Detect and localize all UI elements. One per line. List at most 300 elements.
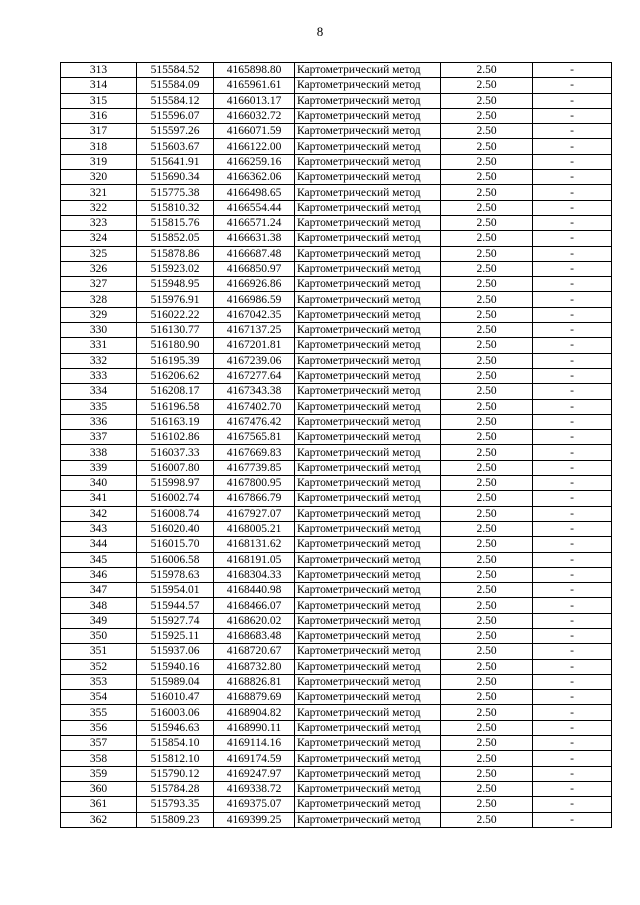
point-number-cell: 346 xyxy=(61,567,137,582)
x-coordinate-cell: 515940.16 xyxy=(137,659,214,674)
method-cell: Картометрический метод xyxy=(295,537,441,552)
y-coordinate-cell: 4168304.33 xyxy=(214,567,295,582)
method-cell: Картометрический метод xyxy=(295,659,441,674)
x-coordinate-cell: 515603.67 xyxy=(137,139,214,154)
note-cell: - xyxy=(533,384,612,399)
point-number-cell: 320 xyxy=(61,170,137,185)
table-row xyxy=(61,430,612,445)
note-cell: - xyxy=(533,720,612,735)
y-coordinate-cell: 4166687.48 xyxy=(214,246,295,261)
x-coordinate-cell: 516015.70 xyxy=(137,537,214,552)
point-number-cell: 317 xyxy=(61,124,137,139)
x-coordinate-cell: 515584.12 xyxy=(137,93,214,108)
x-coordinate-cell: 516010.47 xyxy=(137,690,214,705)
table-row xyxy=(61,353,612,368)
accuracy-cell: 2.50 xyxy=(441,781,533,796)
table-row xyxy=(61,108,612,123)
point-number-cell: 350 xyxy=(61,628,137,643)
accuracy-cell: 2.50 xyxy=(441,491,533,506)
method-cell: Картометрический метод xyxy=(295,231,441,246)
accuracy-cell: 2.50 xyxy=(441,613,533,628)
y-coordinate-cell: 4167565.81 xyxy=(214,430,295,445)
method-cell: Картометрический метод xyxy=(295,567,441,582)
page-number: 8 xyxy=(316,24,324,39)
coordinates-table xyxy=(60,62,612,828)
accuracy-cell: 2.50 xyxy=(441,705,533,720)
x-coordinate-cell: 515923.02 xyxy=(137,261,214,276)
x-coordinate-cell: 516008.74 xyxy=(137,506,214,521)
method-cell: Картометрический метод xyxy=(295,139,441,154)
method-cell: Картометрический метод xyxy=(295,552,441,567)
method-cell: Картометрический метод xyxy=(295,720,441,735)
x-coordinate-cell: 515809.23 xyxy=(137,812,214,827)
y-coordinate-cell: 4169399.25 xyxy=(214,812,295,827)
note-cell: - xyxy=(533,583,612,598)
x-coordinate-cell: 516003.06 xyxy=(137,705,214,720)
method-cell: Картометрический метод xyxy=(295,307,441,322)
y-coordinate-cell: 4167800.95 xyxy=(214,476,295,491)
x-coordinate-cell: 515937.06 xyxy=(137,644,214,659)
table-row xyxy=(61,521,612,536)
x-coordinate-cell: 516007.80 xyxy=(137,460,214,475)
table-row xyxy=(61,78,612,93)
point-number-cell: 315 xyxy=(61,93,137,108)
point-number-cell: 314 xyxy=(61,78,137,93)
method-cell: Картометрический метод xyxy=(295,781,441,796)
table-row xyxy=(61,63,612,78)
table-row xyxy=(61,185,612,200)
note-cell: - xyxy=(533,521,612,536)
point-number-cell: 332 xyxy=(61,353,137,368)
point-number-cell: 358 xyxy=(61,751,137,766)
accuracy-cell: 2.50 xyxy=(441,812,533,827)
table-row xyxy=(61,139,612,154)
y-coordinate-cell: 4166926.86 xyxy=(214,277,295,292)
note-cell: - xyxy=(533,170,612,185)
accuracy-cell: 2.50 xyxy=(441,63,533,78)
accuracy-cell: 2.50 xyxy=(441,185,533,200)
table-row xyxy=(61,644,612,659)
method-cell: Картометрический метод xyxy=(295,506,441,521)
y-coordinate-cell: 4167927.07 xyxy=(214,506,295,521)
point-number-cell: 348 xyxy=(61,598,137,613)
y-coordinate-cell: 4166071.59 xyxy=(214,124,295,139)
note-cell: - xyxy=(533,598,612,613)
y-coordinate-cell: 4167402.70 xyxy=(214,399,295,414)
note-cell: - xyxy=(533,460,612,475)
point-number-cell: 334 xyxy=(61,384,137,399)
note-cell: - xyxy=(533,185,612,200)
point-number-cell: 362 xyxy=(61,812,137,827)
table-row xyxy=(61,215,612,230)
table-row xyxy=(61,368,612,383)
y-coordinate-cell: 4166571.24 xyxy=(214,215,295,230)
point-number-cell: 331 xyxy=(61,338,137,353)
note-cell: - xyxy=(533,399,612,414)
y-coordinate-cell: 4168005.21 xyxy=(214,521,295,536)
accuracy-cell: 2.50 xyxy=(441,552,533,567)
method-cell: Картометрический метод xyxy=(295,460,441,475)
method-cell: Картометрический метод xyxy=(295,78,441,93)
y-coordinate-cell: 4168879.69 xyxy=(214,690,295,705)
x-coordinate-cell: 515597.26 xyxy=(137,124,214,139)
note-cell: - xyxy=(533,414,612,429)
y-coordinate-cell: 4167239.06 xyxy=(214,353,295,368)
point-number-cell: 343 xyxy=(61,521,137,536)
accuracy-cell: 2.50 xyxy=(441,78,533,93)
y-coordinate-cell: 4166013.17 xyxy=(214,93,295,108)
x-coordinate-cell: 516002.74 xyxy=(137,491,214,506)
note-cell: - xyxy=(533,491,612,506)
point-number-cell: 351 xyxy=(61,644,137,659)
y-coordinate-cell: 4165961.61 xyxy=(214,78,295,93)
accuracy-cell: 2.50 xyxy=(441,628,533,643)
method-cell: Картометрический метод xyxy=(295,108,441,123)
x-coordinate-cell: 515944.57 xyxy=(137,598,214,613)
y-coordinate-cell: 4167476.42 xyxy=(214,414,295,429)
y-coordinate-cell: 4168904.82 xyxy=(214,705,295,720)
x-coordinate-cell: 516163.19 xyxy=(137,414,214,429)
x-coordinate-cell: 515812.10 xyxy=(137,751,214,766)
point-number-cell: 326 xyxy=(61,261,137,276)
point-number-cell: 321 xyxy=(61,185,137,200)
accuracy-cell: 2.50 xyxy=(441,338,533,353)
x-coordinate-cell: 515989.04 xyxy=(137,674,214,689)
point-number-cell: 329 xyxy=(61,307,137,322)
accuracy-cell: 2.50 xyxy=(441,323,533,338)
note-cell: - xyxy=(533,644,612,659)
method-cell: Картометрический метод xyxy=(295,353,441,368)
y-coordinate-cell: 4168826.81 xyxy=(214,674,295,689)
method-cell: Картометрический метод xyxy=(295,170,441,185)
table-row xyxy=(61,736,612,751)
accuracy-cell: 2.50 xyxy=(441,598,533,613)
accuracy-cell: 2.50 xyxy=(441,93,533,108)
accuracy-cell: 2.50 xyxy=(441,659,533,674)
table-row xyxy=(61,797,612,812)
table-row xyxy=(61,751,612,766)
table-row xyxy=(61,476,612,491)
point-number-cell: 327 xyxy=(61,277,137,292)
x-coordinate-cell: 515793.35 xyxy=(137,797,214,812)
method-cell: Картометрический метод xyxy=(295,797,441,812)
point-number-cell: 357 xyxy=(61,736,137,751)
method-cell: Картометрический метод xyxy=(295,384,441,399)
accuracy-cell: 2.50 xyxy=(441,368,533,383)
x-coordinate-cell: 515775.38 xyxy=(137,185,214,200)
method-cell: Картометрический метод xyxy=(295,705,441,720)
method-cell: Картометрический метод xyxy=(295,736,441,751)
accuracy-cell: 2.50 xyxy=(441,261,533,276)
point-number-cell: 313 xyxy=(61,63,137,78)
accuracy-cell: 2.50 xyxy=(441,766,533,781)
y-coordinate-cell: 4168131.62 xyxy=(214,537,295,552)
note-cell: - xyxy=(533,705,612,720)
point-number-cell: 354 xyxy=(61,690,137,705)
point-number-cell: 352 xyxy=(61,659,137,674)
x-coordinate-cell: 515976.91 xyxy=(137,292,214,307)
accuracy-cell: 2.50 xyxy=(441,384,533,399)
y-coordinate-cell: 4167042.35 xyxy=(214,307,295,322)
method-cell: Картометрический метод xyxy=(295,521,441,536)
accuracy-cell: 2.50 xyxy=(441,521,533,536)
method-cell: Картометрический метод xyxy=(295,368,441,383)
x-coordinate-cell: 515810.32 xyxy=(137,200,214,215)
note-cell: - xyxy=(533,781,612,796)
method-cell: Картометрический метод xyxy=(295,644,441,659)
accuracy-cell: 2.50 xyxy=(441,690,533,705)
table-row xyxy=(61,613,612,628)
point-number-cell: 328 xyxy=(61,292,137,307)
note-cell: - xyxy=(533,766,612,781)
method-cell: Картометрический метод xyxy=(295,154,441,169)
y-coordinate-cell: 4169375.07 xyxy=(214,797,295,812)
note-cell: - xyxy=(533,231,612,246)
note-cell: - xyxy=(533,368,612,383)
point-number-cell: 341 xyxy=(61,491,137,506)
table-row xyxy=(61,460,612,475)
method-cell: Картометрический метод xyxy=(295,93,441,108)
y-coordinate-cell: 4167201.81 xyxy=(214,338,295,353)
point-number-cell: 339 xyxy=(61,460,137,475)
y-coordinate-cell: 4168683.48 xyxy=(214,628,295,643)
x-coordinate-cell: 516206.62 xyxy=(137,368,214,383)
y-coordinate-cell: 4169247.97 xyxy=(214,766,295,781)
x-coordinate-cell: 515927.74 xyxy=(137,613,214,628)
accuracy-cell: 2.50 xyxy=(441,292,533,307)
accuracy-cell: 2.50 xyxy=(441,170,533,185)
note-cell: - xyxy=(533,277,612,292)
accuracy-cell: 2.50 xyxy=(441,399,533,414)
method-cell: Картометрический метод xyxy=(295,430,441,445)
x-coordinate-cell: 515584.52 xyxy=(137,63,214,78)
table-row xyxy=(61,598,612,613)
note-cell: - xyxy=(533,307,612,322)
y-coordinate-cell: 4168720.67 xyxy=(214,644,295,659)
point-number-cell: 345 xyxy=(61,552,137,567)
x-coordinate-cell: 515596.07 xyxy=(137,108,214,123)
note-cell: - xyxy=(533,690,612,705)
table-row xyxy=(61,338,612,353)
x-coordinate-cell: 515978.63 xyxy=(137,567,214,582)
table-row xyxy=(61,659,612,674)
table-row xyxy=(61,261,612,276)
note-cell: - xyxy=(533,200,612,215)
table-row xyxy=(61,384,612,399)
note-cell: - xyxy=(533,537,612,552)
y-coordinate-cell: 4166259.16 xyxy=(214,154,295,169)
y-coordinate-cell: 4168990.11 xyxy=(214,720,295,735)
method-cell: Картометрический метод xyxy=(295,261,441,276)
x-coordinate-cell: 515852.05 xyxy=(137,231,214,246)
table-row xyxy=(61,705,612,720)
x-coordinate-cell: 516102.86 xyxy=(137,430,214,445)
accuracy-cell: 2.50 xyxy=(441,751,533,766)
x-coordinate-cell: 516037.33 xyxy=(137,445,214,460)
y-coordinate-cell: 4167343.38 xyxy=(214,384,295,399)
point-number-cell: 335 xyxy=(61,399,137,414)
accuracy-cell: 2.50 xyxy=(441,200,533,215)
y-coordinate-cell: 4169338.72 xyxy=(214,781,295,796)
note-cell: - xyxy=(533,430,612,445)
point-number-cell: 336 xyxy=(61,414,137,429)
accuracy-cell: 2.50 xyxy=(441,353,533,368)
table-row xyxy=(61,154,612,169)
note-cell: - xyxy=(533,751,612,766)
point-number-cell: 325 xyxy=(61,246,137,261)
point-number-cell: 361 xyxy=(61,797,137,812)
note-cell: - xyxy=(533,338,612,353)
x-coordinate-cell: 516020.40 xyxy=(137,521,214,536)
x-coordinate-cell: 515584.09 xyxy=(137,78,214,93)
method-cell: Картометрический метод xyxy=(295,200,441,215)
method-cell: Картометрический метод xyxy=(295,613,441,628)
y-coordinate-cell: 4168620.02 xyxy=(214,613,295,628)
point-number-cell: 324 xyxy=(61,231,137,246)
accuracy-cell: 2.50 xyxy=(441,307,533,322)
accuracy-cell: 2.50 xyxy=(441,154,533,169)
y-coordinate-cell: 4166850.97 xyxy=(214,261,295,276)
method-cell: Картометрический метод xyxy=(295,812,441,827)
accuracy-cell: 2.50 xyxy=(441,445,533,460)
note-cell: - xyxy=(533,659,612,674)
note-cell: - xyxy=(533,674,612,689)
accuracy-cell: 2.50 xyxy=(441,583,533,598)
x-coordinate-cell: 516195.39 xyxy=(137,353,214,368)
method-cell: Картометрический метод xyxy=(295,292,441,307)
y-coordinate-cell: 4169174.59 xyxy=(214,751,295,766)
method-cell: Картометрический метод xyxy=(295,628,441,643)
x-coordinate-cell: 515925.11 xyxy=(137,628,214,643)
y-coordinate-cell: 4169114.16 xyxy=(214,736,295,751)
method-cell: Картометрический метод xyxy=(295,583,441,598)
y-coordinate-cell: 4166498.65 xyxy=(214,185,295,200)
table-row xyxy=(61,766,612,781)
x-coordinate-cell: 515878.86 xyxy=(137,246,214,261)
accuracy-cell: 2.50 xyxy=(441,277,533,292)
coordinates-table-body xyxy=(61,63,612,828)
accuracy-cell: 2.50 xyxy=(441,736,533,751)
method-cell: Картометрический метод xyxy=(295,766,441,781)
table-row xyxy=(61,399,612,414)
y-coordinate-cell: 4168466.07 xyxy=(214,598,295,613)
y-coordinate-cell: 4166362.06 xyxy=(214,170,295,185)
accuracy-cell: 2.50 xyxy=(441,644,533,659)
point-number-cell: 342 xyxy=(61,506,137,521)
table-row xyxy=(61,506,612,521)
point-number-cell: 337 xyxy=(61,430,137,445)
point-number-cell: 359 xyxy=(61,766,137,781)
point-number-cell: 330 xyxy=(61,323,137,338)
x-coordinate-cell: 516006.58 xyxy=(137,552,214,567)
x-coordinate-cell: 515998.97 xyxy=(137,476,214,491)
y-coordinate-cell: 4167277.64 xyxy=(214,368,295,383)
table-row xyxy=(61,674,612,689)
note-cell: - xyxy=(533,445,612,460)
accuracy-cell: 2.50 xyxy=(441,215,533,230)
x-coordinate-cell: 515954.01 xyxy=(137,583,214,598)
x-coordinate-cell: 515948.95 xyxy=(137,277,214,292)
note-cell: - xyxy=(533,63,612,78)
note-cell: - xyxy=(533,139,612,154)
point-number-cell: 340 xyxy=(61,476,137,491)
table-row xyxy=(61,93,612,108)
x-coordinate-cell: 515790.12 xyxy=(137,766,214,781)
table-row xyxy=(61,292,612,307)
method-cell: Картометрический метод xyxy=(295,277,441,292)
point-number-cell: 316 xyxy=(61,108,137,123)
note-cell: - xyxy=(533,93,612,108)
table-row xyxy=(61,170,612,185)
note-cell: - xyxy=(533,628,612,643)
accuracy-cell: 2.50 xyxy=(441,476,533,491)
x-coordinate-cell: 515946.63 xyxy=(137,720,214,735)
method-cell: Картометрический метод xyxy=(295,399,441,414)
y-coordinate-cell: 4168732.80 xyxy=(214,659,295,674)
table-row xyxy=(61,246,612,261)
note-cell: - xyxy=(533,108,612,123)
y-coordinate-cell: 4166554.44 xyxy=(214,200,295,215)
accuracy-cell: 2.50 xyxy=(441,537,533,552)
point-number-cell: 333 xyxy=(61,368,137,383)
note-cell: - xyxy=(533,567,612,582)
accuracy-cell: 2.50 xyxy=(441,124,533,139)
accuracy-cell: 2.50 xyxy=(441,674,533,689)
note-cell: - xyxy=(533,261,612,276)
x-coordinate-cell: 516208.17 xyxy=(137,384,214,399)
method-cell: Картометрический метод xyxy=(295,751,441,766)
x-coordinate-cell: 516196.58 xyxy=(137,399,214,414)
y-coordinate-cell: 4167137.25 xyxy=(214,323,295,338)
x-coordinate-cell: 515815.76 xyxy=(137,215,214,230)
table-row xyxy=(61,567,612,582)
note-cell: - xyxy=(533,154,612,169)
y-coordinate-cell: 4166986.59 xyxy=(214,292,295,307)
x-coordinate-cell: 516130.77 xyxy=(137,323,214,338)
accuracy-cell: 2.50 xyxy=(441,797,533,812)
x-coordinate-cell: 515854.10 xyxy=(137,736,214,751)
point-number-cell: 356 xyxy=(61,720,137,735)
y-coordinate-cell: 4167739.85 xyxy=(214,460,295,475)
table-row xyxy=(61,781,612,796)
point-number-cell: 322 xyxy=(61,200,137,215)
accuracy-cell: 2.50 xyxy=(441,414,533,429)
note-cell: - xyxy=(533,353,612,368)
table-row xyxy=(61,720,612,735)
point-number-cell: 338 xyxy=(61,445,137,460)
accuracy-cell: 2.50 xyxy=(441,506,533,521)
point-number-cell: 319 xyxy=(61,154,137,169)
point-number-cell: 344 xyxy=(61,537,137,552)
method-cell: Картометрический метод xyxy=(295,598,441,613)
method-cell: Картометрический метод xyxy=(295,323,441,338)
table-row xyxy=(61,231,612,246)
method-cell: Картометрический метод xyxy=(295,414,441,429)
note-cell: - xyxy=(533,506,612,521)
note-cell: - xyxy=(533,292,612,307)
y-coordinate-cell: 4167866.79 xyxy=(214,491,295,506)
accuracy-cell: 2.50 xyxy=(441,460,533,475)
accuracy-cell: 2.50 xyxy=(441,720,533,735)
x-coordinate-cell: 515690.34 xyxy=(137,170,214,185)
table-row xyxy=(61,445,612,460)
table-row xyxy=(61,124,612,139)
y-coordinate-cell: 4168440.98 xyxy=(214,583,295,598)
table-row xyxy=(61,200,612,215)
note-cell: - xyxy=(533,215,612,230)
method-cell: Картометрический метод xyxy=(295,690,441,705)
method-cell: Картометрический метод xyxy=(295,476,441,491)
